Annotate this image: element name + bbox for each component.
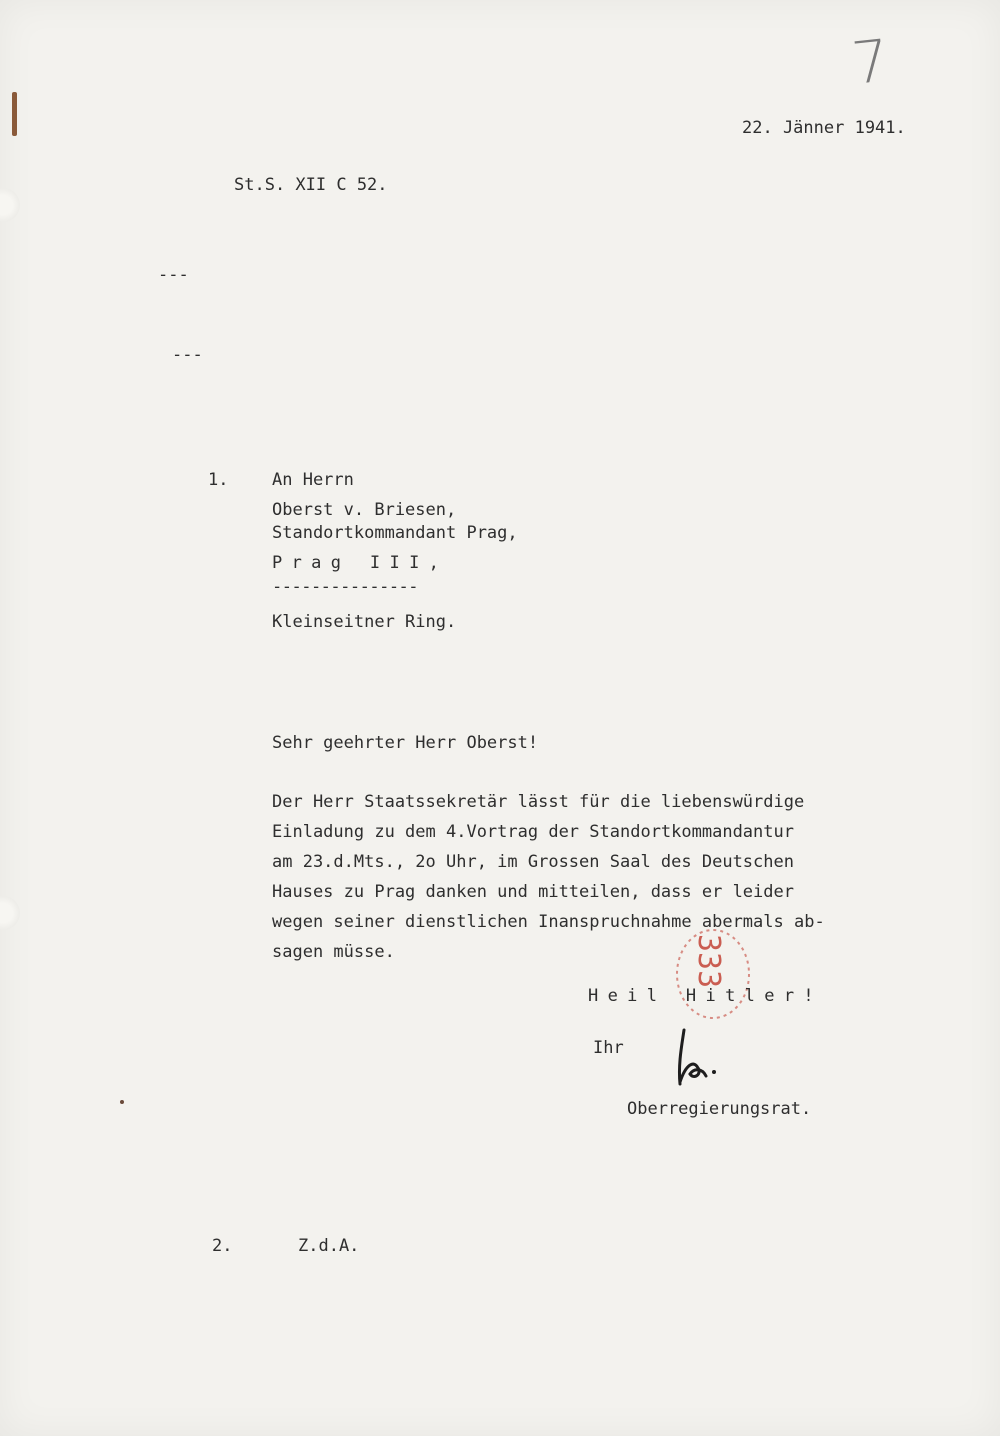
recipient-title: Standortkommandant Prag, [272, 523, 518, 543]
recipient-city: Prag III, [272, 553, 449, 573]
body-line: Hauses zu Prag danken und mitteilen, dass er leider [272, 882, 794, 902]
recipient-name: Oberst v. Briesen, [272, 500, 457, 520]
received-stamp [665, 922, 755, 1022]
stamp-number: 333 [691, 934, 726, 989]
document-date: 22. Jänner 1941. [742, 118, 906, 138]
dash-mark-1: --- [158, 265, 189, 285]
reference-number: St.S. XII C 52. [234, 175, 388, 195]
body-line: Der Herr Staatssekretär lässt für die liebenswürdige [272, 792, 805, 812]
body-line: am 23.d.Mts., 2o Uhr, im Grossen Saal des Deutschen [272, 852, 794, 872]
recipient-street: Kleinseitner Ring. [272, 612, 457, 632]
punch-hole-top [0, 188, 20, 222]
address-salutation: An Herrn [272, 470, 354, 490]
item-number-2: 2. [212, 1236, 233, 1256]
punch-hole-bottom [0, 896, 20, 930]
handwritten-page-number: 7 [848, 26, 893, 98]
handwritten-signature [672, 1024, 732, 1094]
ink-speck [120, 1100, 124, 1104]
signatory-title: Oberregierungsrat. [627, 1099, 812, 1119]
file-note: Z.d.A. [298, 1236, 360, 1256]
item-number-1: 1. [208, 470, 229, 490]
letter-greeting: Sehr geehrter Herr Oberst! [272, 733, 539, 753]
rust-stain [12, 92, 17, 136]
body-line: Einladung zu dem 4.Vortrag der Standortkommandantur [272, 822, 794, 842]
dash-mark-2: --- [172, 345, 203, 365]
letter-closing: Heil Hitler! [588, 986, 824, 1006]
closing-ihr: Ihr [593, 1038, 624, 1058]
body-line: wegen seiner dienstlichen Inanspruchnahme abermals ab- [272, 912, 825, 932]
body-line: sagen müsse. [272, 942, 395, 962]
city-underline: --------------- [272, 577, 419, 597]
